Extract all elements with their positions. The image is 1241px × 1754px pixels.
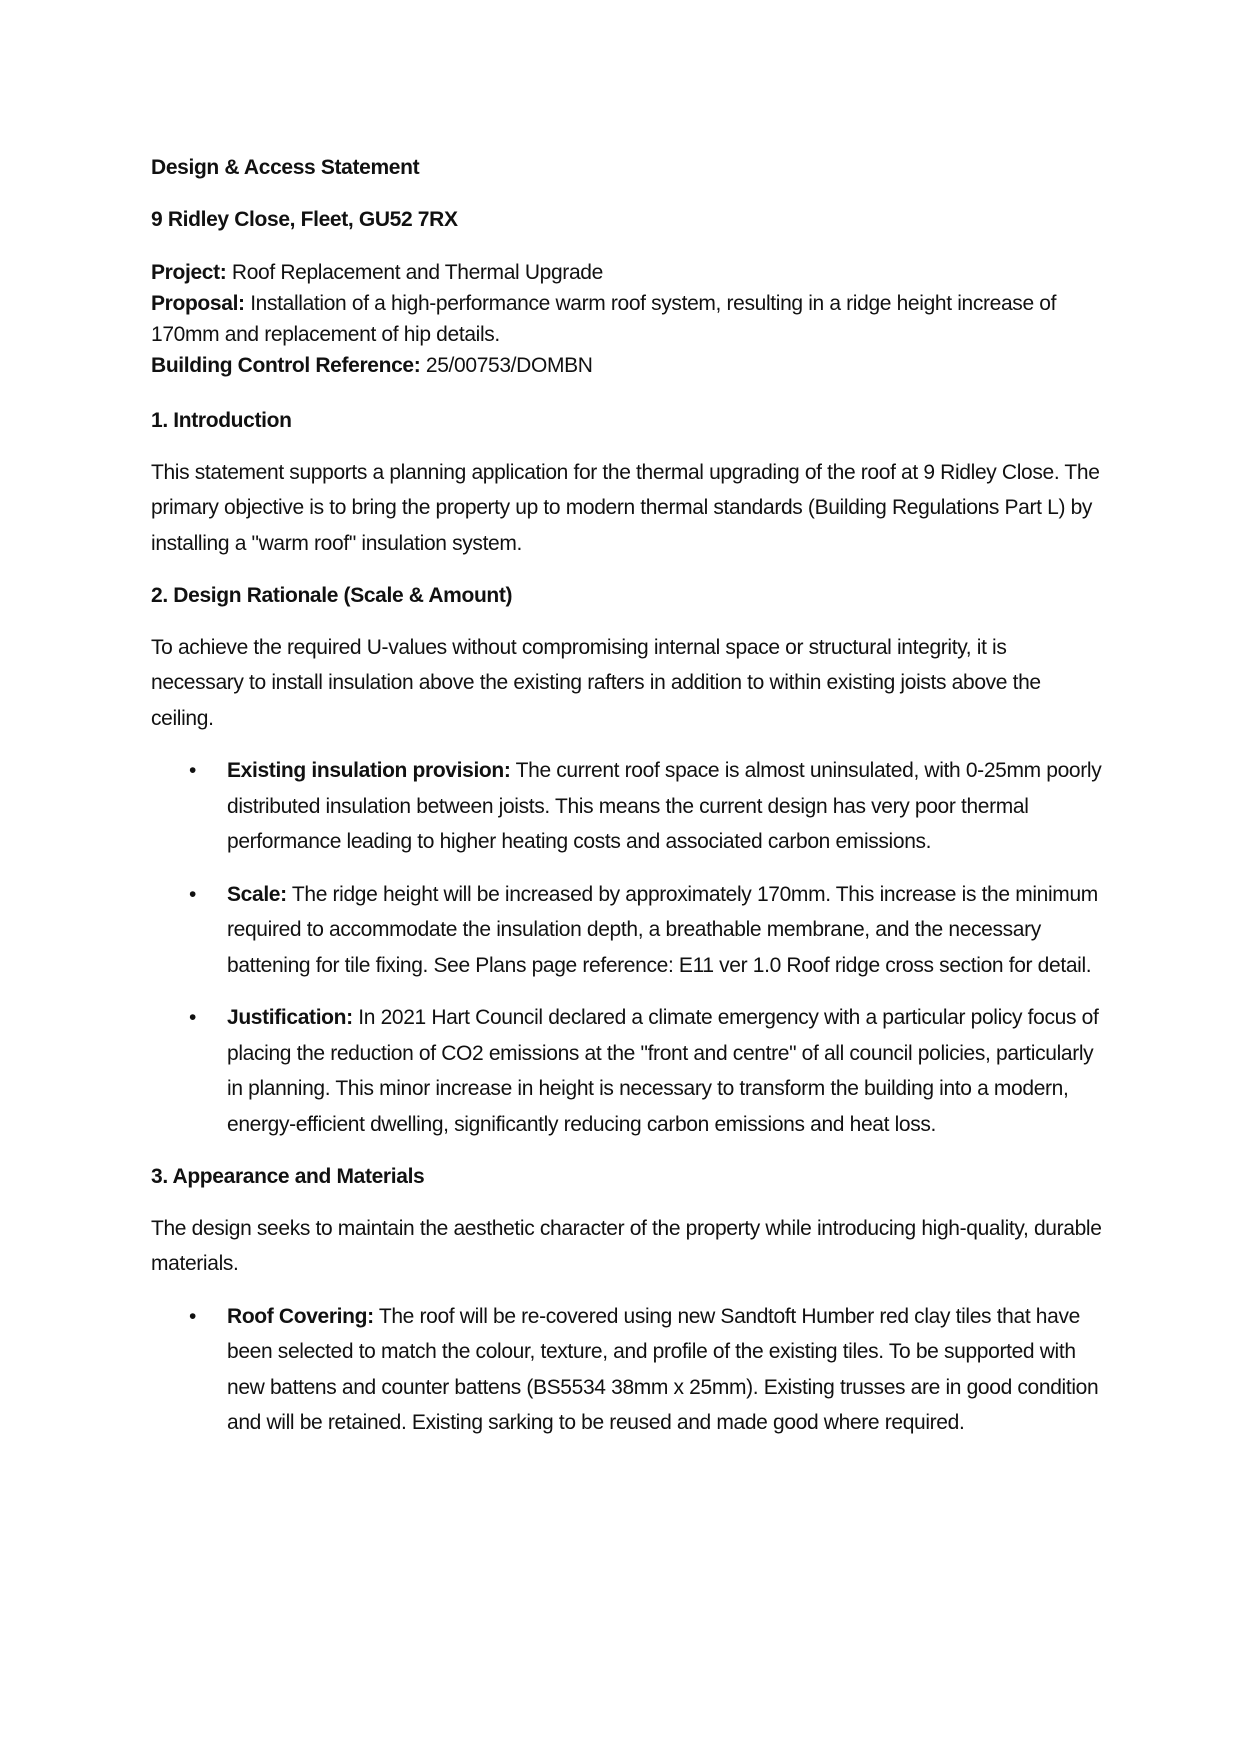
project-line xyxy=(151,257,1103,288)
list-item-label: Existing insulation provision: xyxy=(227,759,511,782)
project-details xyxy=(151,257,1103,381)
project-value: Roof Replacement and Thermal Upgrade xyxy=(226,261,603,284)
section-paragraph: To achieve the required U-values without compromising internal space or structural integrity, it is necessary to install insulation above the existing rafters in addition to within existing joists above the ceiling. xyxy=(151,635,1041,730)
building-control-value: 25/00753/DOMBN xyxy=(420,354,593,377)
document-title: Design & Access Statement xyxy=(151,156,420,179)
list-item-label: Scale: xyxy=(227,882,287,906)
list-item-text: In 2021 Hart Council declared a climate emergency with a particular policy focus of placing the reduction of CO2 emissions at the "front and centre" of all council policies, particularly in planning. This minor increase in height is necessary to transform the building into a modern, energy-efficient dwelling, significantly reducing carbon emissions and heat loss. xyxy=(227,1006,1099,1136)
list-item-text: The current roof space is almost uninsulated, with 0-25mm poorly distributed insulation between joists. This means the current design has very poor thermal performance leading to higher heating costs and associated carbon emissions. xyxy=(227,759,1102,853)
proposal-label: Proposal: xyxy=(151,292,245,315)
list-item xyxy=(151,1299,1103,1441)
building-control-line xyxy=(151,350,1103,381)
list-item-text: The roof will be re-covered using new Sandtoft Humber red clay tiles that have been selected to match the colour, texture, and profile of the existing tiles. To be supported with new battens and counter battens (BS5534 38mm x 25mm). Existing trusses are in good condition and will be retained. Existing sarking to be reused and made good where required. xyxy=(227,1304,1099,1434)
section-heading: 3. Appearance and Materials xyxy=(151,1165,425,1188)
bullet-list xyxy=(151,753,1103,1142)
section-heading: 2. Design Rationale (Scale & Amount) xyxy=(151,584,513,607)
list-item xyxy=(151,753,1103,860)
document-page xyxy=(151,150,1103,1458)
list-item-text: The ridge height will be increased by approximately 170mm. This increase is the minimum required to accommodate the insulation depth, a breathable membrane, and the necessary battening for tile fixing. See Plans page reference: E11 ver 1.0 Roof ridge cross section for detail. xyxy=(227,882,1098,977)
proposal-line xyxy=(151,288,1103,350)
building-control-label: Building Control Reference: xyxy=(151,354,421,377)
list-item xyxy=(151,1000,1103,1142)
bullet-list xyxy=(151,1299,1103,1441)
section-paragraph: The design seeks to maintain the aesthetic character of the property while introducing high-quality, durable materials. xyxy=(151,1216,1102,1275)
list-item-label: Justification: xyxy=(227,1006,353,1029)
project-label: Project: xyxy=(151,261,227,284)
section-heading: 1. Introduction xyxy=(151,409,292,432)
proposal-value: Installation of a high-performance warm roof system, resulting in a ridge height increase of 170mm and replacement of hip details. xyxy=(151,292,1057,346)
list-item-label: Roof Covering: xyxy=(227,1304,374,1328)
site-address: 9 Ridley Close, Fleet, GU52 7RX xyxy=(151,207,458,231)
section-paragraph: This statement supports a planning application for the thermal upgrading of the roof at 9 Ridley Close. The primary objective is to bring the property up to modern thermal standards (Building Regulations Part L) by installing a "warm roof" insulation system. xyxy=(151,460,1100,555)
list-item xyxy=(151,877,1103,984)
